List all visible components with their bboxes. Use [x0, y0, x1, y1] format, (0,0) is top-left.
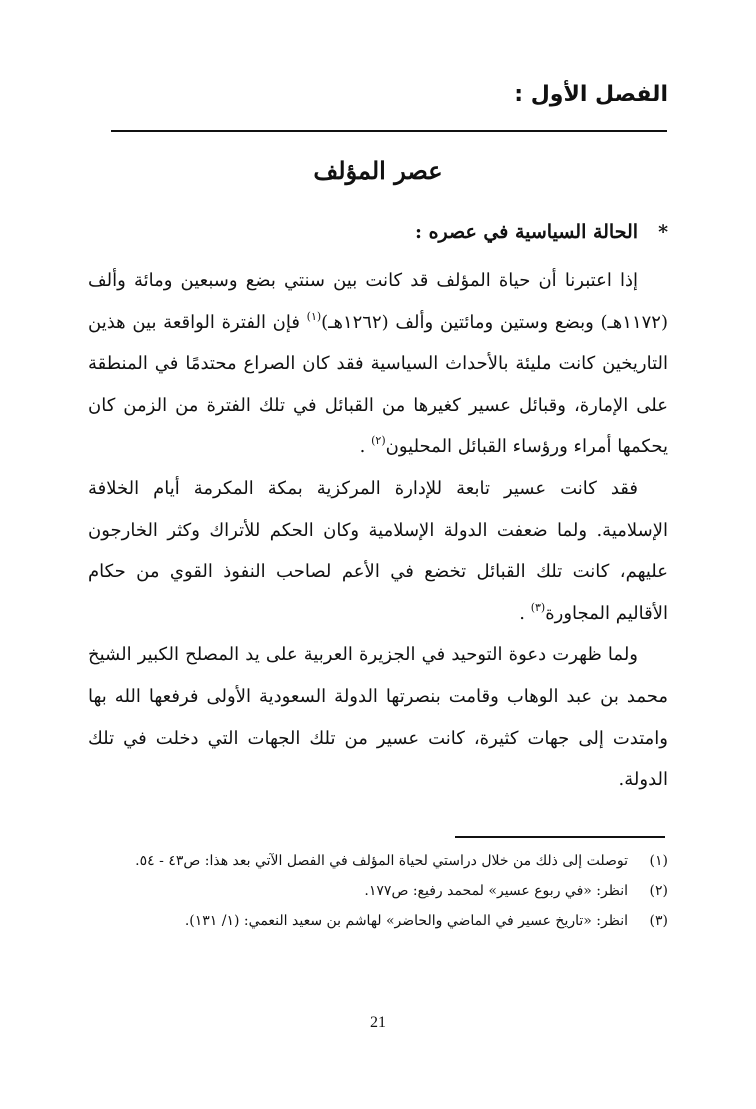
paragraph: [88, 634, 668, 800]
bullet-marker: *: [658, 221, 668, 243]
page-number: 21: [370, 1014, 386, 1031]
footnote-number: (٢): [649, 883, 668, 899]
footnote-text: انظر: «في ربوع عسير» لمحمد رفيع: ص١٧٧.: [364, 883, 628, 899]
sub-heading-text: الحالة السياسية في عصره :: [414, 221, 639, 243]
paragraph: [88, 468, 668, 634]
paragraph-text: ولما ظهرت دعوة التوحيد في الجزيرة العربية على يد المصلح الكبير الشيخ محمد بن عبد الوهاب وقامت بنصرتها الدولة السعودية الأولى فرفعها الله بها وامتدت إلى جهات كثيرة، كانت عسير من تلك الجهات التي دخلت في تلك الدولة.: [88, 644, 668, 791]
paragraph-text: .: [359, 436, 372, 458]
chapter-header: الفصل الأول :: [514, 82, 668, 107]
paragraph-text: إذا اعتبرنا أن حياة المؤلف قد كانت بين سنتي بضع وسبعين ومائة وألف (١١٧٢هـ) وبضع وستين ومائتين وألف (١٢٦٢هـ): [88, 270, 668, 333]
footnote-ref: (١): [306, 309, 322, 323]
body-text: [88, 260, 668, 801]
header-rule: [111, 130, 667, 132]
footnote-text: انظر: «تاريخ عسير في الماضي والحاضر» لهاشم بن سعيد النعمي: (١/ ١٣١).: [184, 913, 628, 929]
paragraph: [88, 260, 668, 468]
footnote-rule: [455, 836, 665, 838]
footnote: [88, 876, 668, 906]
sub-heading: [415, 221, 668, 243]
paragraph-text: .: [519, 602, 531, 624]
footnote-text: توصلت إلى ذلك من خلال دراستي لحياة المؤلف في الفصل الآتي بعد هذا: ص٤٣ - ٥٤.: [135, 853, 628, 869]
footnotes: [88, 846, 668, 936]
footnote-number: (٣): [649, 913, 668, 929]
footnote-ref: (٢): [371, 434, 386, 448]
footnote: [88, 846, 668, 876]
footnote-ref: (٣): [530, 600, 546, 614]
section-title: عصر المؤلف: [313, 156, 443, 185]
footnote: [88, 906, 668, 936]
footnote-number: (١): [649, 853, 668, 869]
paragraph-text: فإن الفترة الواقعة بين هذين التاريخين كانت مليئة بالأحداث السياسية فقد كان الصراع محتدمًا في المنطقة على الإمارة، وقبائل عسير كغيرها من القبائل في تلك الفترة من الزمن كان يحكمها أمراء ورؤساء القبائل المحليون: [88, 311, 668, 458]
paragraph-text: فقد كانت عسير تابعة للإدارة المركزية بمكة المكرمة أيام الخلافة الإسلامية. ولما ضعفت الدولة الإسلامية وكان الحكم للأتراك وكثر الخارجون عليهم، كانت تلك القبائل تخضع في الأعم لصاحب النفوذ القوي من حكام الأقاليم المجاورة: [88, 477, 669, 624]
